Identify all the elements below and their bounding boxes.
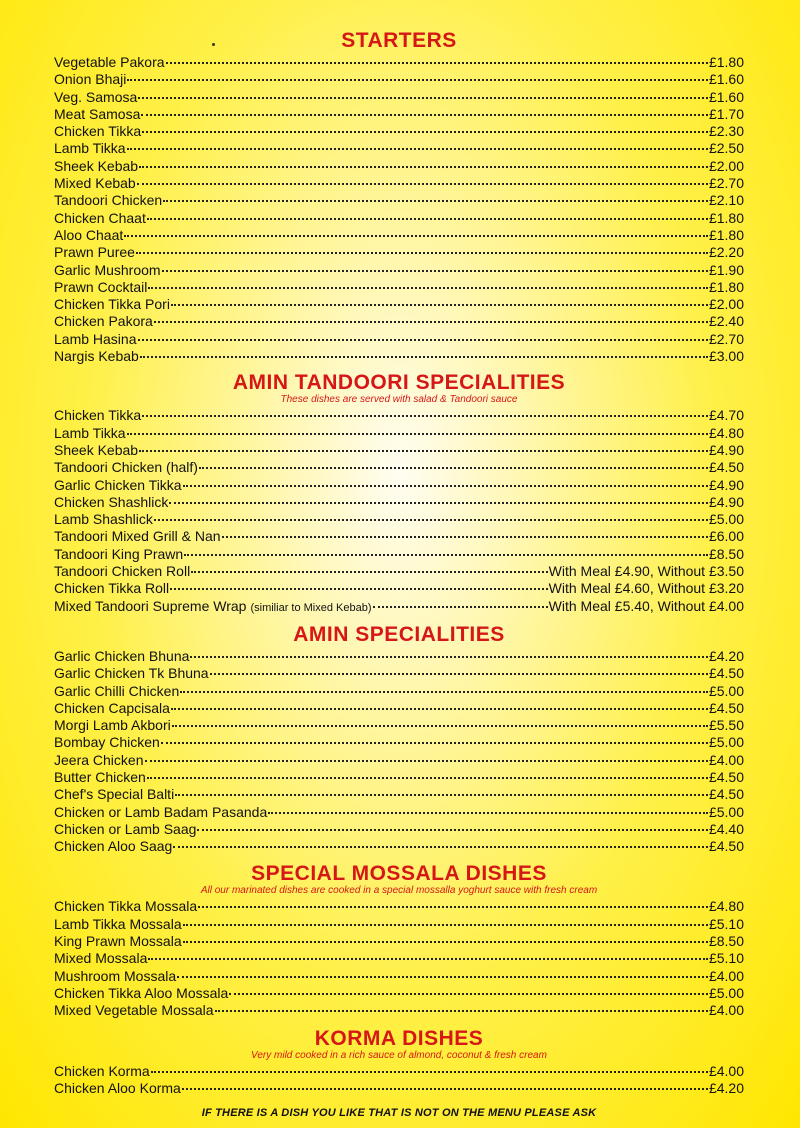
menu-item-name: Chicken or Lamb Saag	[54, 820, 197, 837]
menu-item-name: Tandoori King Prawn	[54, 545, 184, 562]
dot-leader	[197, 829, 708, 831]
menu-item-price: £5.00	[708, 734, 744, 751]
menu-item-price: £1.90	[708, 261, 744, 278]
menu-item	[54, 71, 744, 88]
menu-item-name: Chicken Korma	[54, 1062, 150, 1079]
section-title: AMIN TANDOORI SPECIALITIES	[232, 371, 566, 395]
menu-item	[54, 262, 744, 279]
menu-item	[54, 158, 744, 175]
section-title: STARTERS	[341, 29, 457, 52]
dot-leader	[148, 958, 708, 960]
dot-leader	[139, 450, 708, 452]
dot-leader	[127, 433, 708, 435]
menu-item-name: Veg. Samosa	[54, 88, 138, 105]
section-title: SPECIAL MOSSALA DISHES	[251, 862, 547, 886]
menu-item	[54, 106, 744, 123]
menu-item-name: Butter Chicken	[54, 768, 146, 785]
dot-leader	[171, 304, 708, 306]
menu-item-name: Prawn Cocktail	[54, 278, 148, 295]
menu-item	[54, 804, 744, 821]
menu-item	[54, 769, 744, 786]
menu-item-name: Chicken Aloo Saag	[54, 838, 173, 855]
menu-item-name: Lamb Tikka Mossala	[54, 915, 182, 932]
menu-item	[54, 838, 744, 855]
dot-leader	[166, 62, 708, 64]
menu-footer-note: IF THERE IS A DISH YOU LIKE THAT IS NOT ON THE MENU PLEASE ASK	[201, 1107, 597, 1120]
menu-item-name: Mushroom Mossala	[54, 967, 177, 984]
menu-page	[54, 28, 744, 1119]
dot-leader	[127, 148, 708, 150]
dot-leader	[182, 1088, 708, 1090]
section-starters	[54, 28, 744, 365]
menu-item-name: King Prawn Mossala	[54, 933, 182, 950]
dot-leader	[172, 725, 708, 727]
menu-item-price: £5.00	[708, 511, 744, 528]
menu-item-price: £4.20	[708, 1079, 744, 1096]
menu-item-name: Garlic Mushroom	[54, 261, 161, 278]
menu-item-name: Mixed Mossala	[54, 950, 148, 967]
menu-item	[54, 296, 744, 313]
menu-item	[54, 425, 744, 442]
menu-item	[54, 648, 744, 665]
menu-item	[54, 528, 744, 545]
menu-item	[54, 210, 744, 227]
menu-item-name: Chicken Tikka Roll	[54, 580, 170, 597]
dot-leader	[147, 777, 708, 779]
menu-item	[54, 175, 744, 192]
dot-leader	[180, 691, 708, 693]
menu-item-name: Tandoori Chicken	[54, 192, 163, 209]
dot-leader	[184, 554, 708, 556]
dot-leader	[268, 812, 708, 814]
menu-item-name: Chicken Tikka	[54, 407, 142, 424]
menu-item-price: £1.80	[708, 54, 744, 70]
menu-item-price: £4.50	[708, 786, 744, 803]
menu-item-name: Tandoori Chicken (half)	[54, 459, 198, 476]
menu-item-price: £4.00	[708, 1002, 744, 1019]
dot-leader	[173, 846, 708, 848]
dot-leader	[136, 252, 708, 254]
menu-item-name: Chicken Pakora	[54, 313, 153, 330]
menu-item-name: Tandoori Chicken Roll	[54, 563, 191, 580]
menu-item-price: £6.00	[708, 528, 744, 545]
menu-item-price: £5.10	[708, 915, 744, 932]
menu-item-price: £5.50	[708, 717, 744, 734]
menu-item-name: Nargis Kebab	[54, 348, 139, 365]
menu-item-price: With Meal £4.90, Without £3.50	[548, 563, 744, 580]
dot-leader	[138, 97, 708, 99]
dot-leader	[170, 588, 548, 590]
menu-item	[54, 985, 744, 1002]
menu-item-name: Lamb Tikka	[54, 140, 126, 157]
menu-item-price: £4.50	[708, 665, 744, 682]
menu-item	[54, 950, 744, 967]
dot-leader	[163, 200, 708, 202]
menu-item	[54, 598, 744, 617]
menu-item	[54, 916, 744, 933]
menu-item	[54, 459, 744, 476]
menu-item-price: £4.40	[708, 820, 744, 837]
menu-item-name: Sheek Kebab	[54, 441, 139, 458]
dot-leader	[199, 467, 708, 469]
menu-item-price: £5.00	[708, 984, 744, 1001]
menu-item-name: Mixed Kebab	[54, 175, 136, 192]
menu-item	[54, 683, 744, 700]
menu-item-price: £8.50	[708, 545, 744, 562]
menu-item	[54, 511, 744, 528]
menu-item-name: Chicken or Lamb Badam Pasanda	[54, 803, 268, 820]
menu-item	[54, 313, 744, 330]
dot-leader	[175, 794, 708, 796]
menu-item-price: £2.50	[708, 140, 744, 157]
menu-item-name: Chef's Special Balti	[54, 786, 175, 803]
dot-leader	[215, 1010, 708, 1012]
dot-leader	[140, 356, 708, 358]
dot-leader	[141, 114, 708, 116]
dot-leader	[151, 1071, 708, 1073]
menu-item-price: £1.80	[708, 278, 744, 295]
menu-item-price: £4.00	[708, 967, 744, 984]
menu-item-price: £4.70	[708, 407, 744, 424]
menu-item-price: £4.00	[708, 751, 744, 768]
menu-item-name: Chicken Capcisala	[54, 699, 170, 716]
menu-item-name: Bombay Chicken	[54, 734, 160, 751]
menu-item-name: Chicken Tikka	[54, 123, 142, 140]
dot-leader	[171, 708, 708, 710]
menu-item-price: £2.30	[708, 123, 744, 140]
dot-leader	[154, 519, 708, 521]
menu-item-name: Mixed Vegetable Mossala	[54, 1002, 214, 1019]
dot-leader	[124, 235, 708, 237]
menu-item-name: Chicken Aloo Korma	[54, 1079, 181, 1096]
section-title: KORMA DISHES	[314, 1026, 484, 1050]
menu-item	[54, 192, 744, 209]
dot-leader	[138, 339, 708, 341]
menu-item-note: (similiar to Mixed Kebab)	[250, 601, 372, 614]
dot-leader	[147, 218, 708, 220]
menu-item-price: £1.80	[708, 226, 744, 243]
menu-item-price: £4.90	[708, 476, 744, 493]
section-tandoori-specialities	[54, 370, 744, 617]
dot-leader	[137, 183, 708, 185]
menu-item-list	[54, 898, 744, 1019]
menu-item-name: Chicken Tikka Mossala	[54, 898, 198, 915]
dot-leader	[142, 415, 708, 417]
menu-item-price: £2.00	[708, 296, 744, 313]
menu-item	[54, 140, 744, 157]
menu-item-list	[54, 1063, 744, 1098]
menu-item-name: Chicken Chaat	[54, 209, 146, 226]
menu-item	[54, 665, 744, 682]
dot-leader	[229, 993, 708, 995]
menu-item	[54, 442, 744, 459]
menu-item	[54, 494, 744, 511]
dot-leader	[191, 571, 547, 573]
menu-item-price: £4.80	[708, 424, 744, 441]
section-amin-specialities	[54, 622, 744, 856]
menu-item-price: £4.50	[708, 838, 744, 855]
menu-item-price: £4.50	[708, 699, 744, 716]
menu-item-price: £2.40	[708, 313, 744, 330]
menu-item-price: With Meal £4.60, Without £3.20	[548, 580, 744, 597]
menu-item-name: Chicken Shashlick	[54, 493, 169, 510]
menu-item-name: Garlic Chicken Bhuna	[54, 647, 190, 664]
menu-item	[54, 279, 744, 296]
menu-item-price: £4.00	[708, 1062, 744, 1079]
menu-item	[54, 54, 744, 71]
menu-item	[54, 244, 744, 261]
menu-item	[54, 477, 744, 494]
dot-leader	[177, 976, 708, 978]
menu-item-price: £2.00	[708, 157, 744, 174]
menu-item-price: £1.70	[708, 105, 744, 122]
dot-leader	[148, 287, 708, 289]
menu-item-list	[54, 54, 744, 365]
menu-item-price: £2.70	[708, 330, 744, 347]
menu-item	[54, 1080, 744, 1097]
menu-item-price: £2.10	[708, 192, 744, 209]
menu-item-price: With Meal £5.40, Without £4.00	[548, 597, 744, 614]
menu-item-name: Sheek Kebab	[54, 157, 139, 174]
menu-item-name: Chicken Tikka Aloo Mossala	[54, 984, 229, 1001]
dot-leader	[169, 502, 708, 504]
dot-leader	[139, 166, 708, 168]
menu-item-list	[54, 648, 744, 856]
menu-item-name: Meat Samosa	[54, 105, 141, 122]
menu-item-name: Lamb Shashlick	[54, 511, 153, 528]
menu-item	[54, 734, 744, 751]
menu-item-price: £5.10	[708, 950, 744, 967]
menu-item	[54, 546, 744, 563]
menu-item-price: £1.80	[708, 209, 744, 226]
menu-item-price: £1.60	[708, 71, 744, 88]
menu-item	[54, 821, 744, 838]
menu-item-price: £5.00	[708, 682, 744, 699]
menu-item-name: Chicken Tikka Pori	[54, 296, 170, 313]
menu-item-name: Vegetable Pakora	[54, 54, 165, 70]
menu-item-name: Lamb Tikka	[54, 424, 126, 441]
menu-item-price: £3.00	[708, 348, 744, 365]
menu-item	[54, 1002, 744, 1019]
dot-leader	[145, 760, 708, 762]
menu-item	[54, 123, 744, 140]
menu-item-price: £1.60	[708, 88, 744, 105]
dot-leader	[183, 924, 708, 926]
menu-item	[54, 227, 744, 244]
menu-item-name: Prawn Puree	[54, 244, 135, 261]
menu-item-name: Garlic Chicken Tikka	[54, 476, 182, 493]
menu-item-price: £8.50	[708, 933, 744, 950]
dot-leader	[198, 906, 708, 908]
dot-leader	[127, 79, 708, 81]
section-subtitle: These dishes are served with salad & Tandoori sauce	[280, 394, 518, 406]
dot-leader	[222, 536, 708, 538]
menu-item-name: Garlic Chicken Tk Bhuna	[54, 665, 209, 682]
menu-item-name: Tandoori Mixed Grill & Nan	[54, 528, 221, 545]
menu-item	[54, 968, 744, 985]
menu-item-name: Mixed Tandoori Supreme Wrap	[54, 597, 247, 614]
menu-item	[54, 89, 744, 106]
dot-leader	[183, 941, 708, 943]
dot-leader	[190, 656, 708, 658]
menu-item	[54, 752, 744, 769]
menu-item	[54, 331, 744, 348]
menu-item	[54, 580, 744, 597]
menu-item	[54, 563, 744, 580]
menu-item-name: Aloo Chaat	[54, 226, 124, 243]
dot-leader	[183, 485, 708, 487]
menu-item	[54, 717, 744, 734]
dot-leader	[162, 270, 708, 272]
menu-item-name: Onion Bhaji	[54, 71, 127, 88]
menu-item	[54, 700, 744, 717]
dot-leader	[373, 606, 548, 608]
dot-leader	[210, 673, 708, 675]
menu-item-name: Jeera Chicken	[54, 751, 144, 768]
dot-leader	[161, 742, 708, 744]
section-korma-dishes	[54, 1026, 744, 1098]
section-subtitle: All our marinated dishes are cooked in a special mossalla yoghurt sauce with fresh cream	[200, 885, 598, 897]
menu-item-list	[54, 407, 744, 617]
dot-leader	[142, 131, 708, 133]
menu-item	[54, 1063, 744, 1080]
menu-item-price: £4.50	[708, 768, 744, 785]
menu-item-name: Garlic Chilli Chicken	[54, 682, 180, 699]
menu-item-price: £4.90	[708, 493, 744, 510]
menu-item	[54, 348, 744, 365]
menu-item-name: Morgi Lamb Akbori	[54, 717, 171, 734]
menu-item-price: £4.80	[708, 898, 744, 915]
menu-item-price: £2.20	[708, 244, 744, 261]
menu-item	[54, 786, 744, 803]
dot-leader	[154, 321, 708, 323]
menu-item	[54, 933, 744, 950]
menu-item-name: Lamb Hasina	[54, 330, 137, 347]
menu-item-price: £4.90	[708, 441, 744, 458]
menu-item	[54, 898, 744, 915]
menu-item-price: £5.00	[708, 803, 744, 820]
section-mossala-dishes	[54, 861, 744, 1019]
section-title: AMIN SPECIALITIES	[293, 622, 505, 646]
section-subtitle: Very mild cooked in a rich sauce of almond, coconut & fresh cream	[251, 1049, 547, 1061]
menu-item-price: £2.70	[708, 175, 744, 192]
menu-item	[54, 407, 744, 424]
menu-item-price: £4.20	[708, 647, 744, 664]
menu-item-price: £4.50	[708, 459, 744, 476]
